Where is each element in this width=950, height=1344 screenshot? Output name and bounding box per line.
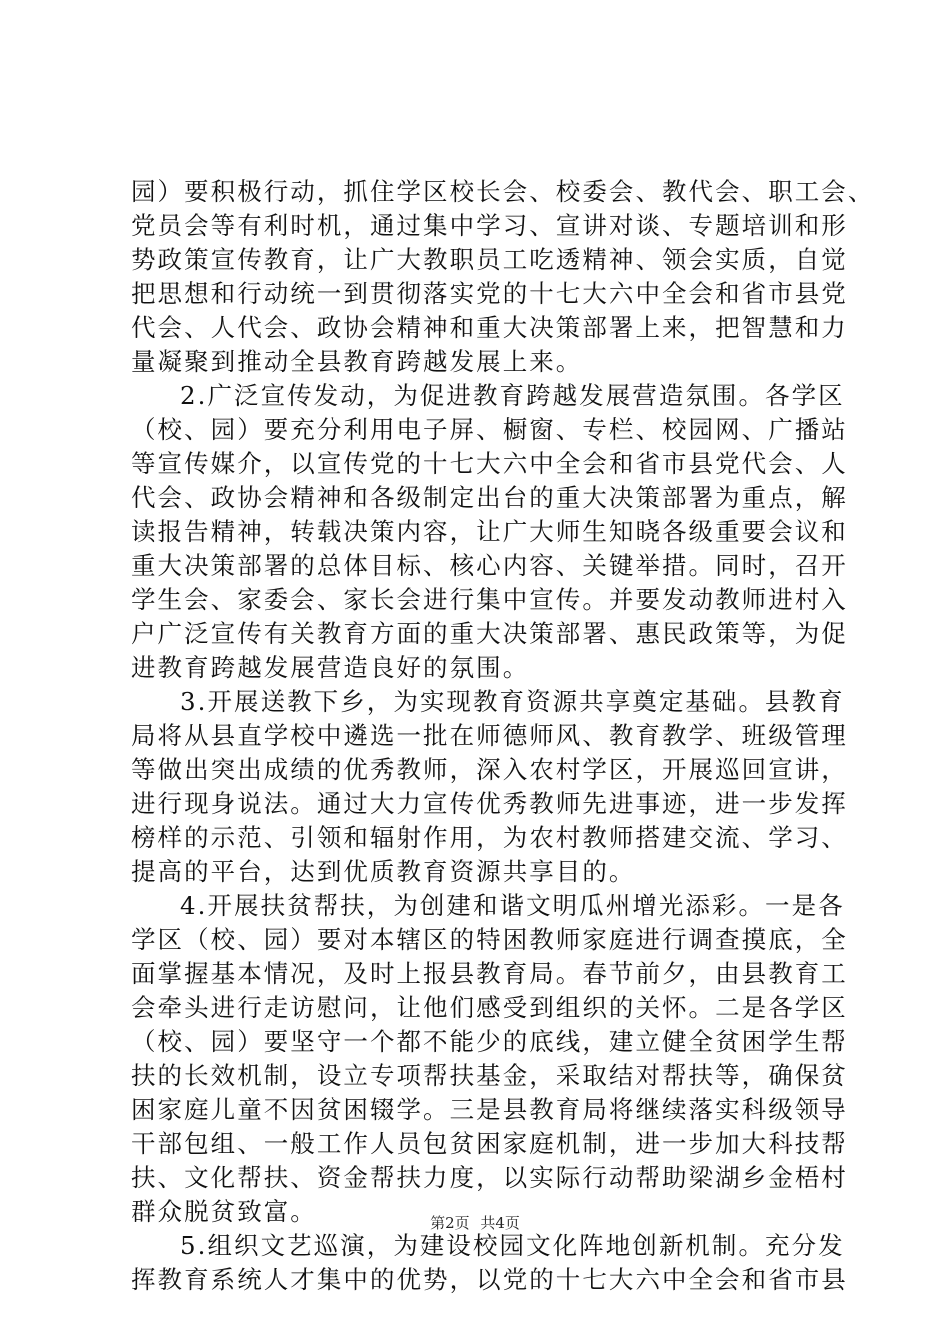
text-line: 重大决策部署的总体目标、核心内容、关键举措。同时，召开 [131,551,848,580]
text-line: （校、园）要充分利用电子屏、橱窗、专栏、校园网、广播站 [131,415,848,444]
text-line: 势政策宣传教育，让广大教职员工吃透精神、领会实质，自觉 [131,245,848,274]
text-line: 户广泛宣传有关教育方面的重大决策部署、惠民政策等，为促 [131,619,848,648]
text-line: 困家庭儿童不因贫困辍学。三是县教育局将继续落实科级领导 [131,1095,848,1124]
text-line: 进行现身说法。通过大力宣传优秀教师先进事迹，进一步发挥 [131,789,848,818]
text-line: 党员会等有利时机，通过集中学习、宣讲对谈、专题培训和形 [131,211,848,240]
text-line: 挥教育系统人才集中的优势，以党的十七大六中全会和省市县 [131,1265,848,1294]
text-line: 读报告精神，转载决策内容，让广大师生知晓各级重要会议和 [131,517,848,546]
paragraph-first-line: 3.开展送教下乡，为实现教育资源共享奠定基础。县教育 [180,687,845,716]
text-line: 群众脱贫致富。 [131,1197,317,1226]
text-line: 等做出突出成绩的优秀教师，深入农村学区，开展巡回宣讲， [131,755,848,784]
text-line: 进教育跨越发展营造良好的氛围。 [131,653,530,682]
page-total: 共4页 [480,1214,520,1232]
text-line: 会牵头进行走访慰问，让他们感受到组织的关怀。二是各学区 [131,993,848,1022]
text-line: 代会、人代会、政协会精神和重大决策部署上来，把智慧和力 [131,313,848,342]
text-line: 扶、文化帮扶、资金帮扶力度，以实际行动帮助梁湖乡金梧村 [131,1163,848,1192]
text-line: 代会、政协会精神和各级制定出台的重大决策部署为重点，解 [131,483,848,512]
paragraph-first-line: 2.广泛宣传发动，为促进教育跨越发展营造氛围。各学区 [180,381,845,410]
text-line: 面掌握基本情况，及时上报县教育局。春节前夕，由县教育工 [131,959,848,988]
text-line: 扶的长效机制，设立专项帮扶基金，采取结对帮扶等，确保贫 [131,1061,848,1090]
page-number: 第2页 [430,1214,470,1232]
text-line: 量凝聚到推动全县教育跨越发展上来。 [131,347,583,376]
text-line: 学区（校、园）要对本辖区的特困教师家庭进行调查摸底，全 [131,925,848,954]
text-line: 榜样的示范、引领和辐射作用，为农村教师搭建交流、学习、 [131,823,848,852]
text-line: （校、园）要坚守一个都不能少的底线，建立健全贫困学生帮 [131,1027,848,1056]
paragraph-first-line: 5.组织文艺巡演，为建设校园文化阵地创新机制。充分发 [180,1231,845,1260]
document-body [131,175,875,1297]
text-line: 园）要积极行动，抓住学区校长会、校委会、教代会、职工会、 [131,177,875,206]
text-line: 等宣传媒介，以宣传党的十七大六中全会和省市县党代会、人 [131,449,848,478]
text-line: 把思想和行动统一到贯彻落实党的十七大六中全会和省市县党 [131,279,848,308]
text-line: 提高的平台，达到优质教育资源共享目的。 [131,857,636,886]
text-line: 学生会、家委会、家长会进行集中宣传。并要发动教师进村入 [131,585,848,614]
text-line: 干部包组、一般工作人员包贫困家庭机制，进一步加大科技帮 [131,1129,848,1158]
paragraph-first-line: 4.开展扶贫帮扶，为创建和谐文明瓜州增光添彩。一是各 [180,891,845,920]
page-footer [0,1213,950,1233]
text-line: 局将从县直学校中遴选一批在师德师风、教育教学、班级管理 [131,721,848,750]
